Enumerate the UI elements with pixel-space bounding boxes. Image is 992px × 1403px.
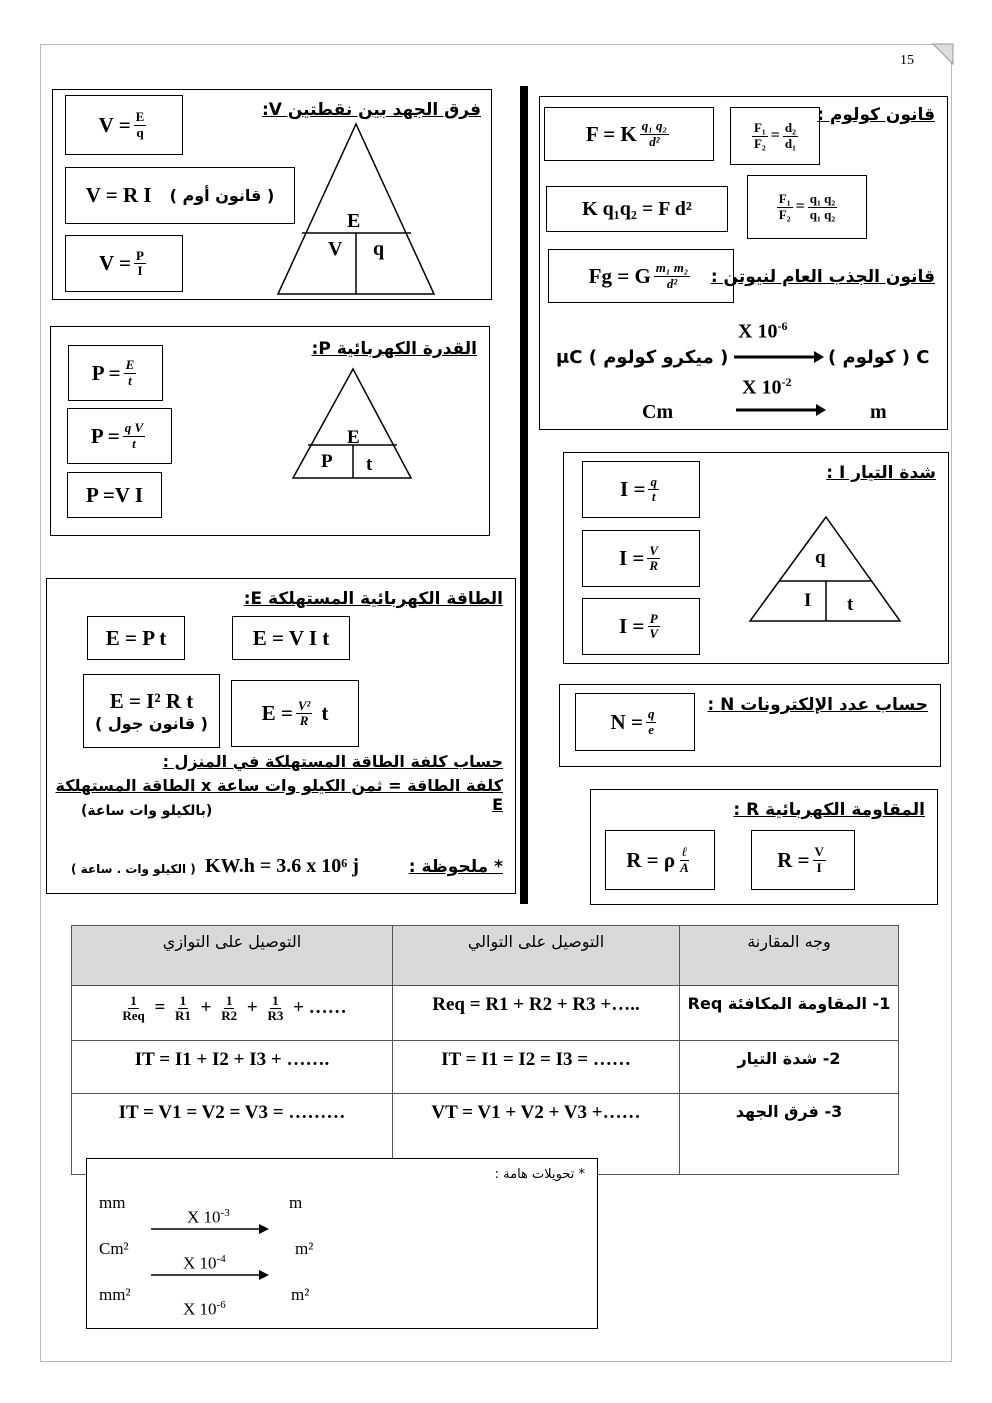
current-triangle (750, 517, 902, 623)
power-tri-top: E (347, 427, 360, 448)
conversions-title: * تحويلات هامة : (494, 1167, 585, 1182)
current-tri-top: q (815, 547, 826, 568)
resistance-section (590, 789, 938, 905)
conv-factor-1: X $10^{-3}$ (187, 1207, 230, 1227)
energy-section (46, 578, 516, 894)
conv-factor-2: X $10^{-4}$ (183, 1253, 226, 1273)
conv-from-1: mm (99, 1193, 126, 1212)
conv-to-2: m² (295, 1239, 314, 1258)
header-series: التوصيل على التوالي (393, 926, 680, 986)
cost-title: حساب كلفة الطاقة المستهلكة في المنزل : (162, 752, 503, 771)
unit-from-2: Cm (642, 401, 674, 423)
energy-formula-1: E = P t (87, 616, 185, 660)
header-parallel: التوصيل على التوازي (72, 926, 393, 986)
table-row (72, 1041, 899, 1094)
note-unit: ( الكيلو وات . ساعة ) (71, 862, 196, 876)
resistance-formula-2: R = $\frac{V}{I}$ (751, 830, 855, 890)
series-current: IT = I1 = I2 = I3 = …… (393, 1041, 680, 1094)
parallel-resistance: $\frac{1}{\text{Req}}$ = $\frac{1}{R1}$ + $\frac{1}{R2}$ + $\frac{1}{R3}$ + …… (72, 986, 393, 1041)
unit-factor-1: X $10^{-6}$ (738, 319, 788, 343)
newton-title: قانون الجذب العام لنيوتن : (710, 267, 935, 287)
coulomb-formula-2: K q₁q₂ = F d² (546, 186, 728, 232)
conv-from-2: Cm² (99, 1239, 129, 1258)
electrons-formula: N = $\frac{q}{e}$ (575, 693, 695, 751)
unit-arrow-2 (736, 403, 826, 417)
current-formula-1: I = $\frac{q}{t}$ (582, 461, 700, 518)
current-tri-right: t (847, 594, 854, 615)
table-row (72, 986, 899, 1041)
aspect-resistance: 1- المقاومة المكافئة Req (680, 986, 899, 1041)
energy-title: الطاقة الكهربائية المستهلكة E: (243, 589, 503, 609)
page-fold-icon (933, 44, 953, 64)
coulomb-section (539, 96, 948, 430)
aspect-current: 2- شدة التيار (680, 1041, 899, 1094)
potential-formula-3: V = $\frac{P}{I}$ (65, 235, 183, 292)
power-formula-3: P =V I (67, 472, 162, 518)
coulomb-ratio-distance: $\frac{\text{F₁}}{\text{F₂}}$ = $\frac{\text{d₂}}{\text{d₁}}$ (730, 107, 820, 165)
resistance-title: المقاومة الكهربائية R : (733, 800, 925, 820)
potential-formula-1: V = $\frac{E}{q}$ (65, 95, 183, 155)
current-tri-left: I (804, 590, 812, 611)
power-title: القدرة الكهربائية P: (311, 339, 477, 359)
resistance-formula-1: R = ρ $\frac{\text{ℓ}}{A}$ (605, 830, 715, 890)
current-formula-3: I = $\frac{P}{V}$ (582, 598, 700, 655)
conversions-box (86, 1158, 598, 1329)
joule-law-formula: E = I² R t ( قانون جول ) (83, 674, 220, 748)
current-title: شدة التيار I : (826, 463, 936, 483)
power-section (50, 326, 490, 536)
potential-tri-left: V (328, 238, 343, 260)
cost-line: كلفة الطاقة = ثمن الكيلو وات ساعة x الطاقة المستهلكة E (55, 776, 503, 814)
unit-arrow-1 (734, 350, 824, 364)
unit-to-1: ( كولوم ) C (828, 347, 930, 368)
note-equation: KW.h = 3.6 x 10⁶ j (205, 855, 359, 877)
conv-to-3: m² (291, 1285, 310, 1304)
unit-to-2: m (870, 401, 887, 423)
newton-formula: Fg = G $\frac{\text{m₁ m₂}}{\text{d²}}$ (548, 249, 734, 303)
note-label: * ملحوظة : (408, 857, 503, 877)
ohm-law-formula: V = R I ( قانون أوم ) (65, 167, 295, 224)
current-section (563, 452, 949, 664)
energy-formula-2: E = V I t (232, 616, 350, 660)
conv-arrow-1 (151, 1223, 269, 1235)
cost-unit: (بالكيلو وات ساعة) (81, 803, 213, 819)
unit-factor-2: X $10^{-2}$ (742, 375, 792, 399)
power-tri-right: t (366, 454, 373, 475)
conv-arrow-2 (151, 1269, 269, 1281)
series-resistance: Req = R1 + R2 + R3 +….. (393, 986, 680, 1041)
power-formula-1: P = $\frac{E}{t}$ (68, 345, 163, 401)
potential-title: فرق الجهد بين نقطتين V: (261, 100, 481, 120)
coulomb-ratio-charge: $\frac{\text{F₁}}{\text{F₂}}$ = $\frac{\text{q₁ q₂}}{\text{q₁ q₂}}$ (747, 175, 867, 239)
series-voltage: VT = V1 + V2 + V3 +…… (393, 1094, 680, 1175)
conv-to-1: m (289, 1193, 303, 1212)
potential-tri-top: E (347, 210, 361, 232)
comparison-table (71, 925, 899, 1175)
energy-formula-4: E = $\frac{\text{V²}}{R}$ t (231, 680, 359, 747)
power-formula-2: P = $\frac{\text{q V}}{t}$ (67, 408, 172, 464)
current-formula-2: I = $\frac{V}{R}$ (582, 530, 700, 587)
electrons-section (559, 684, 941, 767)
potential-section (52, 89, 492, 300)
electrons-title: حساب عدد الإلكترونات N : (707, 695, 928, 715)
coulomb-title: قانون كولوم : (817, 105, 935, 125)
power-triangle (293, 369, 413, 481)
page-number: 15 (900, 53, 914, 68)
conv-from-3: mm² (99, 1285, 131, 1304)
center-divider (520, 86, 528, 904)
coulomb-formula: F = K $\frac{\text{q₁ q₂}}{\text{d²}}$ (544, 107, 714, 161)
power-tri-left: P (321, 451, 333, 472)
parallel-voltage: IT = V1 = V2 = V3 = ……… (72, 1094, 393, 1175)
parallel-current: IT = I1 + I2 + I3 + ……. (72, 1041, 393, 1094)
aspect-voltage: 3- فرق الجهد (680, 1094, 899, 1175)
unit-from-1: μC ( ميكرو كولوم ) (556, 347, 729, 368)
conv-factor-3: X $10^{-6}$ (183, 1299, 226, 1319)
header-aspect: وجه المقارنة (680, 926, 899, 986)
potential-tri-right: q (373, 238, 385, 260)
